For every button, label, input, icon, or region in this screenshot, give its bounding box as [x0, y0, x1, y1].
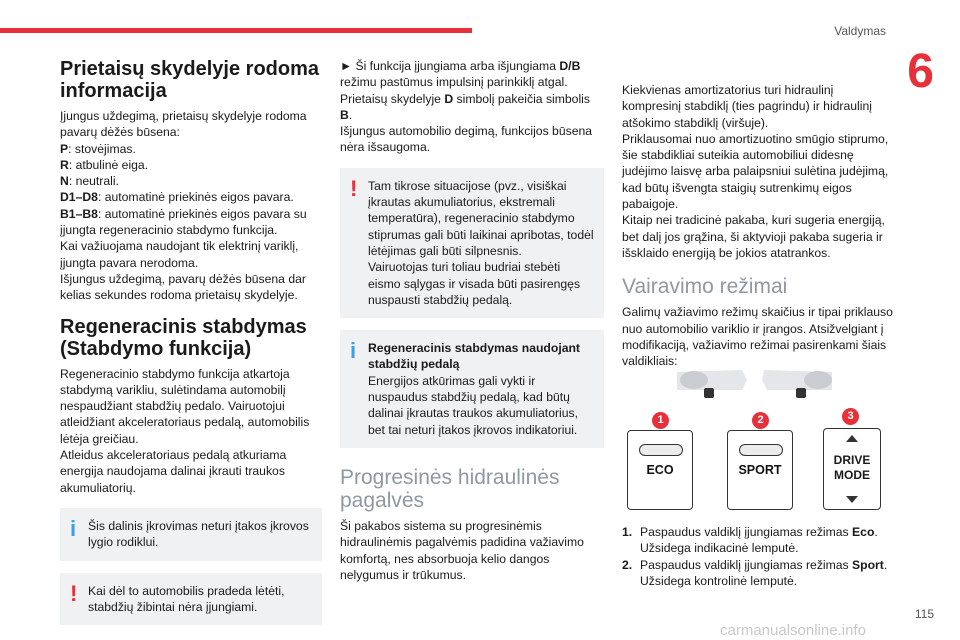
paragraph-toggle: ► Ši funkcija įjungiama arba išjungiama D/B režimu pastūmus impulsinį parinkiklį atgal. Prietaisų skydelyje D simbolį pakeičia simbolis B.: [340, 59, 590, 122]
state-b: B1–B8: automatinė priekinės eigos pavara su įjungta regeneracinio stabdymo funkcija.: [60, 206, 307, 238]
state-r: R: atbulinė eiga.: [60, 157, 149, 172]
watermark: carmanualsonline.info: [720, 622, 866, 639]
paragraph-not-saved: Išjungus automobilio degimą, funkcijos būsena nėra išsaugoma.: [340, 124, 593, 155]
arrow-up-icon: [846, 435, 858, 442]
warning-icon: !: [70, 580, 78, 606]
sport-button[interactable]: SPORT: [727, 430, 793, 510]
page-number: 115: [914, 607, 934, 621]
button-indicator: [739, 444, 783, 456]
heading-dashboard-info: Prietaisų skydelyje rodoma informacija: [60, 58, 320, 102]
mode-steps-list: [622, 524, 906, 589]
paragraph-ignition-off: Išjungus uždegimą, pavarų dėžės būsena dar kelias sekundes rodoma prietaisų skydelyje.: [60, 271, 306, 303]
info-icon: i: [350, 338, 357, 364]
column-2: [340, 58, 604, 583]
heading-hydraulic-cushions: Progresinės hidraulinės pagalvės: [340, 465, 560, 512]
top-accent-bar: [0, 28, 472, 33]
column-3: [622, 82, 894, 369]
button-indicator: [639, 444, 683, 456]
info-icon: i: [70, 515, 77, 541]
paragraph-release: Atleidus akceleratoriaus pedalą atkuriama energija naudojama dalinai įkrauti traukos akumuliatorių.: [60, 448, 287, 495]
eco-button[interactable]: ECO: [627, 430, 693, 510]
list-item: 1. Paspaudus valdiklį įjungiamas režimas Eco. Užsidega indikacinė lemputė.: [622, 525, 878, 556]
callout-2: 2: [752, 412, 769, 429]
paragraph-modes-intro: Galimų važiavimo režimų skaičius ir tipai priklauso nuo automobilio variklio ir įrangos. Atsižvelgiant į modifikaciją, važiavimo režimai pasirenkami šiais valdikliais:: [622, 305, 893, 369]
section-header: Valdymas: [834, 24, 886, 38]
column-1: [60, 58, 322, 637]
state-n: N: neutrali.: [60, 174, 119, 189]
paragraph-damper: Kiekvienas amortizatorius turi hidraulinį kompresinį stabdiklį (ties pagrindu) ir hidraulinį atšokimo stabdiklį (viršuje).: [622, 83, 872, 130]
paragraph-intro: Įjungus uždegimą, prietaisų skydelyje rodoma pavarų dėžės būsena:: [60, 109, 307, 140]
info-box-brake-pedal-regen: i Regeneracinis stabdymas naudojant stabdžių pedalą Energijos atkūrimas gali vykti ir nuspaudus stabdžių pedalą, kad būtų dalinai įkrautas traukos akumuliatorius, bet tai neturi įtakos įkrovos indikatoriui.: [340, 330, 604, 448]
state-d: D1–D8: automatinė priekinės eigos pavara.: [60, 190, 294, 205]
warning-box-regen-limits: ! Tam tikrose situacijose (pvz., visiškai įkrautas akumuliatorius, ekstremali temperatūra), regeneracinio stabdymo stiprumas gali būti laikinai apribotas, todėl lėtėjimas gali būti silpnesnis. Vairuotojas turi toliau budriai stebėti eismo sąlygas ir visada būti pasirengęs nuspausti stabdžių pedalą.: [340, 168, 604, 318]
list-item: 2. Paspaudus valdiklį įjungiamas režimas Sport. Užsidega kontrolinė lemputė.: [622, 557, 888, 588]
heading-regen-braking: Regeneracinis stabdymas (Stabdymo funkcija): [60, 315, 307, 360]
paragraph-stops: Priklausomai nuo amortizuotino smūgio stiprumo, šie stabdikliai suteikia automobiliui didesnę judėjimo laisvę arba palaipsniui sulėtina judėjimą, kad būtų išvengta staigių sutrenkimų eigos pabaigoje.: [622, 131, 889, 212]
heading-driving-modes: Vairavimo režimai: [622, 275, 788, 299]
paragraph-active-suspension: Kitaip nei tradicinė pakaba, kuri sugeria energiją, bet dalį jos grąžina, ši aktyvioji pakaba sugeria ir išsklaido energiją be jokios atatrankos.: [622, 213, 885, 260]
arrow-bullet-icon: ►: [340, 59, 353, 73]
callout-3: 3: [842, 408, 859, 425]
warning-icon: !: [350, 175, 358, 201]
paragraph-hydraulic: Ši pakabos sistema su progresinėmis hidraulinėmis pagalvėmis padidina važiavimo komfortą, nes absorbuoja kelio dangos nelygumus ir trūkumus.: [340, 518, 584, 582]
drive-mode-switch[interactable]: DRIVE MODE: [823, 428, 881, 510]
steering-wheel-controls-illustration: [672, 362, 842, 400]
paragraph-electric-motor: Kai važiuojama naudojant tik elektrinį variklį, įjungta pavara nerodoma.: [60, 239, 299, 270]
state-p: P: stovėjimas.: [60, 141, 136, 156]
callout-1: 1: [652, 412, 669, 429]
warning-box-brake-lights: ! Kai dėl to automobilis pradeda lėtėti, stabdžių žibintai nėra įjungiami.: [60, 573, 322, 626]
info-box-charge: i Šis dalinis įkrovimas neturi įtakos įkrovos lygio rodiklui.: [60, 508, 322, 561]
chapter-number: 6: [907, 45, 934, 98]
paragraph-regen: Regeneracinio stabdymo funkcija atkartoja stabdymą varikliu, sulėtindama automobilį nespaudžiant stabdžių pedalo. Vairuotojui atleidžiant akceleratoriaus pedalą, automobilis lėtėja greičiau.: [60, 366, 310, 446]
arrow-down-icon: [846, 496, 858, 503]
